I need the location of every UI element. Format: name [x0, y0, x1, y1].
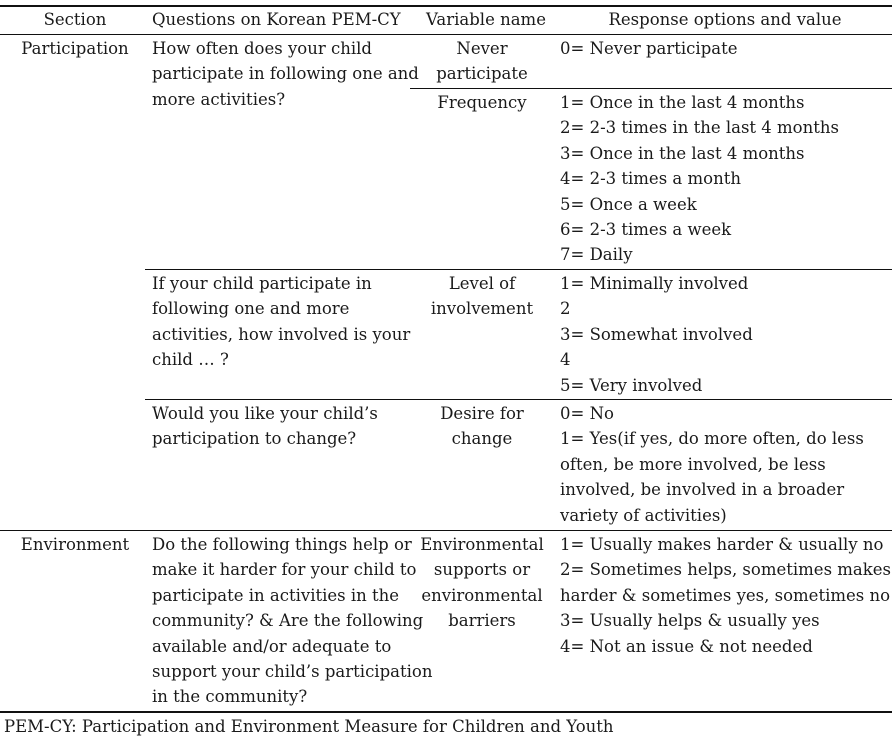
variable-desire — [412, 401, 552, 452]
variable-line: change — [451, 429, 513, 449]
variable-line: Frequency — [437, 93, 527, 112]
response-line: variety of activities) — [560, 505, 727, 525]
variable-line: Desire for — [440, 404, 524, 423]
variable-line: Never — [456, 39, 508, 58]
question-line: community? & Are the following — [152, 611, 424, 631]
section-environment: Environment — [20, 535, 130, 554]
response-line: 3= Somewhat involved — [560, 324, 753, 344]
response-line: 5= Very involved — [560, 375, 703, 395]
variable-line: Environmental — [420, 535, 544, 554]
variable-line: involvement — [430, 299, 534, 319]
footnote: PEM-CY: Participation and Environment Measure for Children and Youth — [4, 717, 614, 736]
question-line: support your child’s participation — [152, 662, 433, 682]
question-line: more activities? — [152, 89, 286, 109]
table-bottom-rule — [0, 711, 892, 713]
response-line: 6= 2-3 times a week — [560, 220, 732, 240]
never-frequency-divider — [410, 88, 892, 89]
question-line: make it harder for your child to — [152, 560, 417, 580]
question-line: in the community? — [152, 687, 308, 707]
variable-environment — [412, 532, 552, 634]
response-line: 0= Never participate — [560, 39, 738, 58]
variable-line: environmental — [421, 585, 543, 605]
question-involvement — [152, 271, 410, 373]
header-variable: Variable name — [426, 10, 546, 29]
question-line: If your child participate in — [152, 274, 372, 293]
header-section: Section — [43, 10, 107, 29]
response-line: 3= Once in the last 4 months — [560, 143, 805, 163]
response-line: 1= Usually makes harder & usually no — [560, 535, 884, 554]
question-line: How often does your child — [152, 39, 372, 58]
response-never — [560, 36, 738, 61]
response-line: 1= Once in the last 4 months — [560, 93, 805, 112]
response-desire — [560, 401, 864, 528]
variable-line: Level of — [448, 274, 516, 293]
response-line: often, be more involved, be less — [560, 454, 826, 474]
question-line: available and/or adequate to — [152, 636, 392, 656]
response-line: 1= Yes(if yes, do more often, do less — [560, 429, 864, 449]
variable-frequency — [412, 90, 552, 115]
response-line: 3= Usually helps & usually yes — [560, 611, 820, 631]
response-line: 2= 2-3 times in the last 4 months — [560, 118, 839, 138]
variable-never-participate — [412, 36, 552, 87]
header-bottom-rule — [0, 34, 892, 35]
response-frequency — [560, 90, 839, 268]
variable-line: barriers — [448, 611, 516, 631]
response-environment — [560, 532, 891, 659]
involvement-desire-divider — [145, 399, 892, 400]
response-line: 0= No — [560, 404, 614, 423]
response-line: involved, be involved in a broader — [560, 480, 845, 500]
response-line: 4 — [560, 350, 571, 370]
question-line: participate in following one and — [152, 64, 419, 84]
response-line: harder & sometimes yes, sometimes no — [560, 585, 891, 605]
response-involvement — [560, 271, 753, 398]
frequency-involvement-divider — [145, 269, 892, 270]
question-frequency — [152, 36, 419, 112]
response-line: 4= 2-3 times a month — [560, 169, 741, 189]
header-response: Response options and value — [608, 10, 842, 29]
header-question: Questions on Korean PEM-CY — [152, 10, 401, 29]
section-participation: Participation — [21, 39, 129, 58]
response-line: 7= Daily — [560, 245, 633, 265]
question-line: Do the following things help or — [152, 535, 412, 554]
response-line: 2= Sometimes helps, sometimes makes — [560, 560, 891, 580]
question-line: participation to change? — [152, 429, 357, 449]
variable-line: participate — [436, 64, 528, 84]
response-line: 1= Minimally involved — [560, 274, 749, 293]
question-line: child … ? — [152, 350, 229, 370]
question-line: participate in activities in the — [152, 585, 400, 605]
question-line: following one and more — [152, 299, 350, 319]
variable-line: supports or — [433, 560, 531, 580]
response-line: 5= Once a week — [560, 194, 697, 214]
question-environment — [152, 532, 432, 710]
question-line: Would you like your child’s — [152, 404, 378, 423]
variable-involvement — [412, 271, 552, 322]
question-desire — [152, 401, 378, 452]
question-line: activities, how involved is your — [152, 324, 411, 344]
response-line: 4= Not an issue & not needed — [560, 636, 813, 656]
response-line: 2 — [560, 299, 571, 319]
section-divider — [0, 530, 892, 531]
